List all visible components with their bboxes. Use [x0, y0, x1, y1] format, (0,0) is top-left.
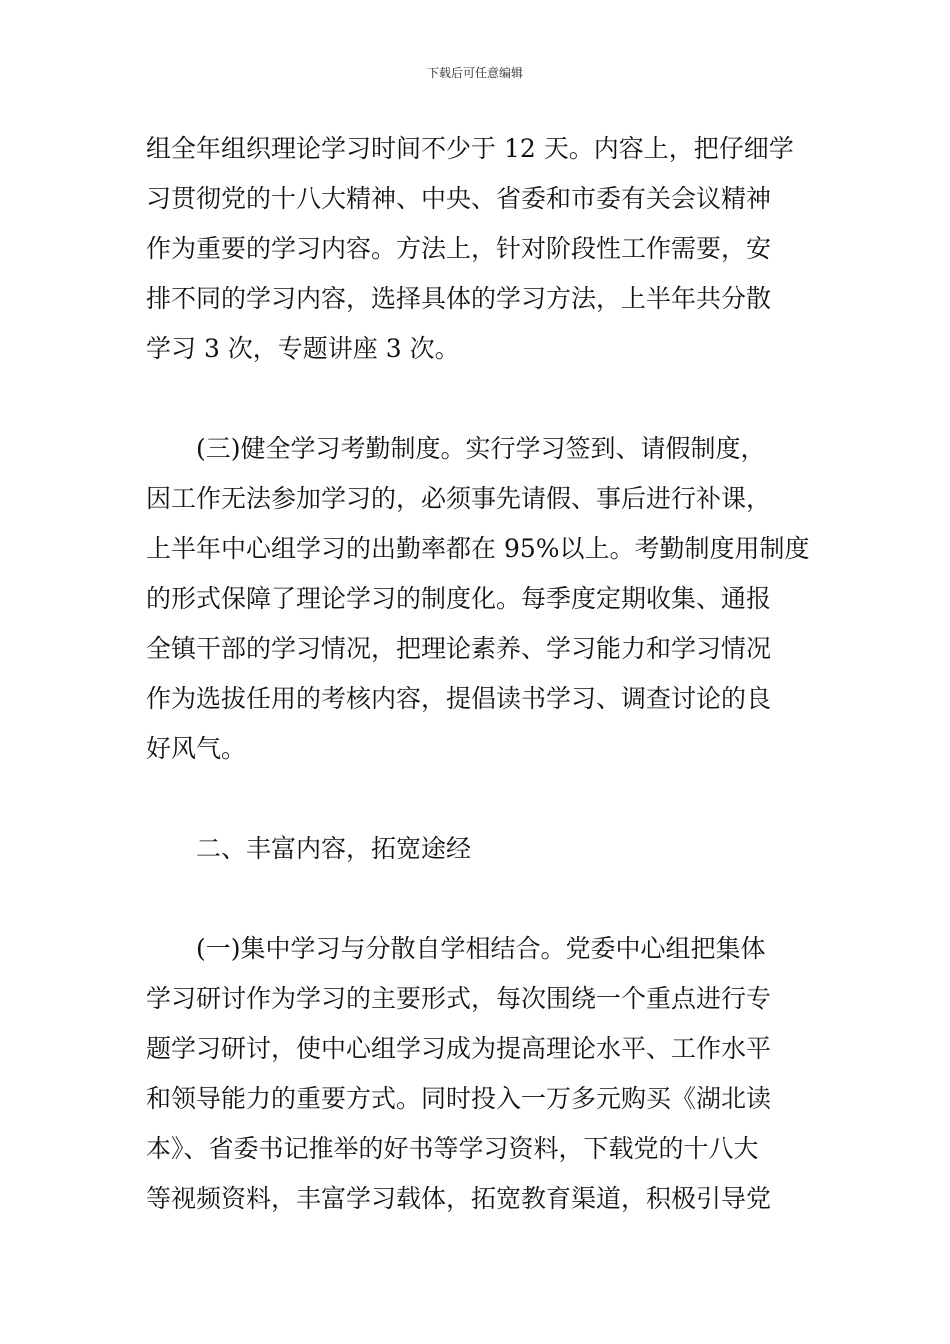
paragraph — [146, 124, 814, 374]
text-line: 组全年组织理论学习时间不少于 12 天。内容上，把仔细学 — [146, 134, 794, 163]
paragraph — [146, 424, 814, 774]
text-line: 题学习研讨，使中心组学习成为提高理论水平、工作水平 — [146, 1034, 772, 1063]
text-line: 和领导能力的重要方式。同时投入一万多元购买《湖北读 — [146, 1084, 772, 1113]
text-line: (三)健全学习考勤制度。实行学习签到、请假制度， — [146, 434, 766, 463]
text-line: 排不同的学习内容，选择具体的学习方法，上半年共分散 — [146, 284, 772, 313]
section-heading — [146, 824, 814, 874]
text-line: 习贯彻党的十八大精神、中央、省委和市委有关会议精神 — [146, 184, 772, 213]
text-line: 学习研讨作为学习的主要形式，每次围绕一个重点进行专 — [146, 984, 772, 1013]
page-header: 下载后可任意编辑 — [426, 66, 523, 80]
text-line: 上半年中心组学习的出勤率都在 95%以上。考勤制度用制度 — [146, 534, 810, 563]
text-line: 作为选拔任用的考核内容，提倡读书学习、调查讨论的良 — [146, 684, 772, 713]
text-line: 好风气。 — [146, 734, 247, 763]
paragraph — [146, 924, 814, 1224]
text-line: 二、丰富内容，拓宽途经 — [146, 834, 472, 863]
text-line: 因工作无法参加学习的，必须事先请假、事后进行补课， — [146, 484, 772, 513]
text-line: 等视频资料，丰富学习载体，拓宽教育渠道，积极引导党 — [146, 1184, 772, 1213]
text-line: 本》、省委书记推举的好书等学习资料，下载党的十八大 — [146, 1134, 759, 1163]
text-line: 全镇干部的学习情况，把理论素养、学习能力和学习情况 — [146, 634, 772, 663]
paragraph-gap — [146, 774, 814, 824]
text-line: 作为重要的学习内容。方法上，针对阶段性工作需要，安 — [146, 234, 772, 263]
paragraph-gap — [146, 374, 814, 424]
text-line: (一)集中学习与分散自学相结合。党委中心组把集体 — [146, 934, 766, 963]
paragraph-gap — [146, 874, 814, 924]
text-line: 的形式保障了理论学习的制度化。每季度定期收集、通报 — [146, 584, 772, 613]
document-body — [146, 124, 814, 1224]
text-line: 学习 3 次，专题讲座 3 次。 — [146, 334, 460, 363]
